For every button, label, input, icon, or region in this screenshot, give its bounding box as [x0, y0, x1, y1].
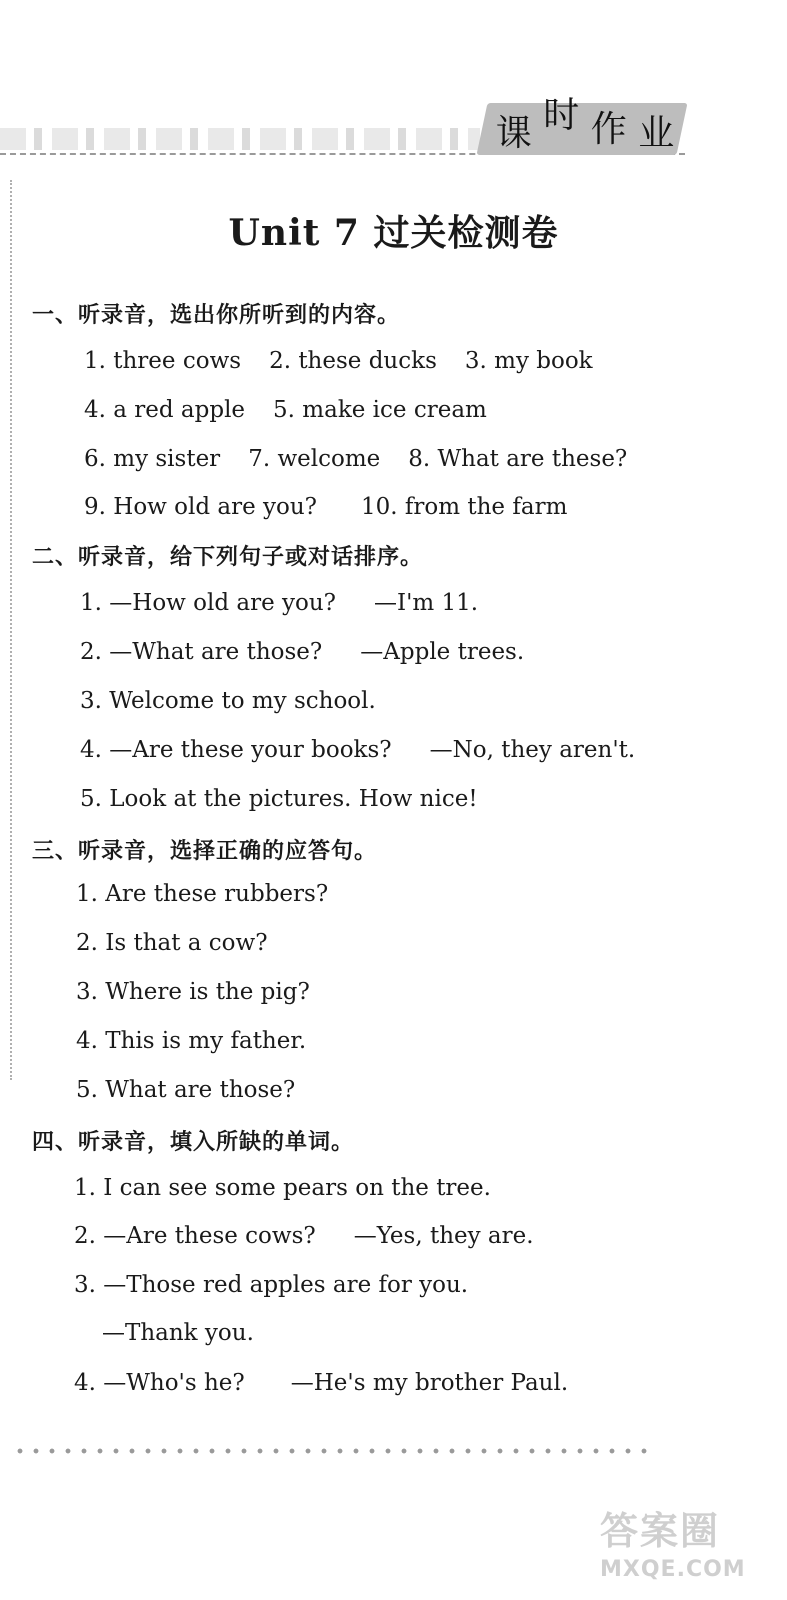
header-tag-char: 课	[495, 113, 532, 154]
exercise-item: 10. from the farm	[361, 494, 568, 520]
exercise-line	[80, 639, 524, 665]
exercise-line	[84, 397, 487, 423]
exercise-line	[84, 494, 567, 520]
exercise-item: 2. Is that a cow?	[76, 930, 268, 956]
exercise-item: 4. —Who's he?	[74, 1370, 245, 1396]
exercise-item: 3. Where is the pig?	[76, 979, 310, 1005]
section-title: 一、听录音，选出你所听到的内容。	[32, 303, 401, 328]
exercise-item: 8. What are these?	[408, 446, 628, 472]
exercise-item: 1. I can see some pears on the tree.	[74, 1175, 491, 1201]
exercise-item: 4. This is my father.	[76, 1028, 307, 1054]
exercise-item: 5. make ice cream	[273, 397, 487, 423]
section-title: 三、听录音，选择正确的应答句。	[32, 839, 378, 864]
exercise-line	[80, 688, 376, 714]
section-title: 四、听录音，填入所缺的单词。	[32, 1130, 355, 1155]
header-tag-char: 业	[638, 113, 675, 154]
exercise-line	[76, 979, 310, 1005]
exercise-item: 3. my book	[464, 348, 593, 374]
exercise-item: 1. Are these rubbers?	[76, 881, 329, 907]
exercise-line	[80, 590, 478, 616]
watermark	[600, 1500, 770, 1590]
exercise-item: 5. What are those?	[76, 1077, 296, 1103]
exercise-item: 3. —Those red apples are for you.	[74, 1272, 469, 1298]
exercise-line	[74, 1223, 534, 1249]
exercise-item: 4. a red apple	[84, 397, 246, 423]
exercise-line	[74, 1272, 468, 1298]
exercise-item: —Yes, they are.	[353, 1223, 534, 1249]
exercise-line	[102, 1320, 254, 1346]
section-title: 二、听录音，给下列句子或对话排序。	[32, 545, 424, 570]
watermark-logo-text: 答案圈	[600, 1509, 721, 1553]
exercise-line	[74, 1370, 568, 1396]
exercise-item: 2. —Are these cows?	[74, 1223, 316, 1249]
page-title: Unit 7 过关检测卷	[228, 212, 559, 254]
exercise-item: —Apple trees.	[360, 639, 525, 665]
exercise-item: 5. Look at the pictures. How nice!	[80, 786, 478, 812]
exercise-line	[84, 348, 593, 374]
footer-dots	[12, 1445, 652, 1457]
exercise-line	[76, 881, 328, 907]
exercise-item: —He's my brother Paul.	[290, 1370, 569, 1396]
exercise-item: 1. three cows	[84, 348, 242, 374]
exercise-line	[76, 1077, 295, 1103]
exercise-item: 2. these ducks	[269, 348, 437, 374]
header-tag-char: 作	[590, 109, 627, 150]
exercise-item: 1. —How old are you?	[80, 590, 337, 616]
exercise-item: 9. How old are you?	[84, 494, 318, 520]
exercise-line	[74, 1175, 491, 1201]
exercise-item: —I'm 11.	[374, 590, 479, 616]
header-tag-char: 时	[543, 95, 580, 136]
exercise-line	[76, 930, 268, 956]
exercise-item: 7. welcome	[248, 446, 381, 472]
exercise-item: 3. Welcome to my school.	[80, 688, 376, 714]
exercise-item: 2. —What are those?	[80, 639, 323, 665]
watermark-url: MXQE.COM	[600, 1557, 746, 1582]
exercise-item: 6. my sister	[84, 446, 221, 472]
exercise-item: 4. —Are these your books?	[80, 737, 392, 763]
exercise-line	[80, 786, 478, 812]
exercise-item: —Thank you.	[102, 1320, 254, 1346]
exercise-line	[84, 446, 627, 472]
exercise-item: —No, they aren't.	[429, 737, 636, 763]
exercise-line	[76, 1028, 306, 1054]
exercise-line	[80, 737, 635, 763]
